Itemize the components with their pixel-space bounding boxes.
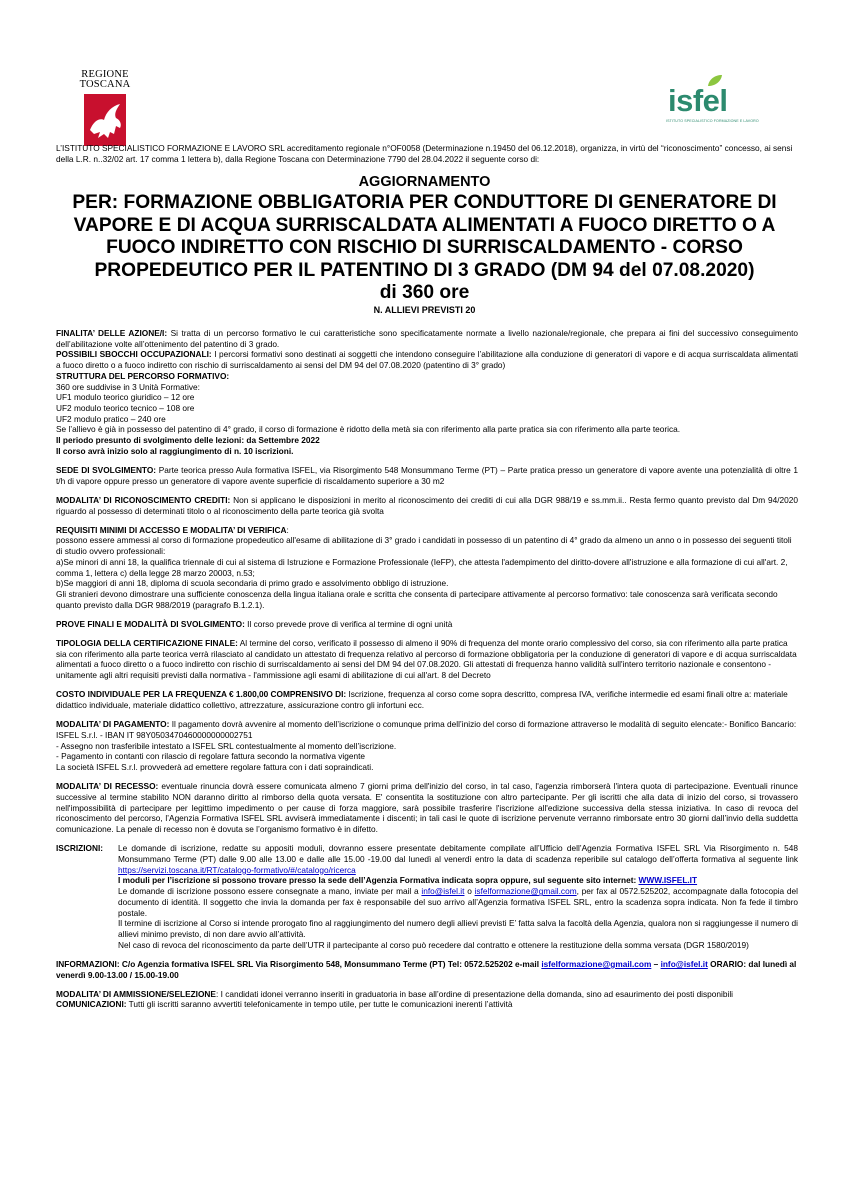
crediti-text: Non si applicano le disposizioni in merito al riconoscimento dei crediti di cui alla DGR 988/19 e ss.mm.ii.. Resta fermo quanto previsto dal Dm 94/2020 riguardo al possesso di determinati titolo o al riconoscimento della parte teorica già svolta	[56, 494, 798, 516]
heading-hours: di 360 ore	[379, 282, 470, 303]
struttura-line: UF2 modulo pratico – 240 ore	[56, 413, 166, 424]
requisiti-text4: Gli stranieri devono dimostrare una sufficiente conoscenza della lingua italiana orale e scritta che consenta di partecipare attivamente al percorso formativo: tale conoscenza sarà verificata secondo quanto previsto dalla DGR 988/2019 (paragrafo B.1.2.1).	[56, 588, 778, 610]
recesso-label: MODALITA’ DI RECESSO:	[56, 781, 159, 792]
requisiti-heading	[56, 525, 798, 536]
pagamento-line2: - Assegno non trasferibile intestato a ISFEL SRL contestualmente al momento dell’iscrizione.	[56, 740, 397, 751]
costo-section	[56, 689, 798, 710]
ammissione-label: MODALITA’ DI AMMISSIONE/SELEZIONE	[56, 988, 216, 999]
recesso-section	[56, 781, 798, 835]
gmail-email-link[interactable]: isfelformazione@gmail.com	[474, 886, 577, 897]
catalogo-link[interactable]: https://servizi.toscana.it/RT/catalogo-formativo/#/catalogo/ricerca	[118, 864, 356, 875]
course-details	[56, 328, 798, 1010]
ammissione-section	[56, 989, 798, 1000]
crediti-section	[56, 495, 798, 516]
ammissione-text: : I candidati idonei verranno inseriti in graduatoria in base all’ordine di presentazione della domanda, sino ad esaurimento dei posti disponibili	[215, 988, 734, 999]
finalita-text: Si tratta di un percorso formativo le cui caratteristiche sono specificatamente normate a livello nazionale/regionale, che prepara ai fini del successivo conseguimento dell’abilitazione volte all’ottenimento del patentino di 3 grado.	[56, 328, 798, 349]
iscrizioni-p3	[118, 886, 798, 918]
iscrizioni-label: ISCRIZIONI:	[56, 843, 104, 854]
iscrizioni-p1-text: Le domande di iscrizione, redatte su appositi moduli, dovranno essere presentate debitamente compilate all’Ufficio dell’Agenzia Formativa ISFEL SRL Via Risorgimento n. 548 Monsummano Terme (PT) dalle 9.00 alle 13.00 e dalle alle 15.00 -19.00 dal lunedì al venerdì entro la data di scadenza reperibile sul catalogo dell’offerta formativa al seguente link	[118, 843, 798, 865]
pagamento-line4: La società ISFEL S.r.l. provvederà ad emettere regolare fattura con i dati sopraindicati.	[56, 762, 374, 773]
iscrizioni-p1	[118, 843, 798, 875]
iscrizioni-p2	[118, 875, 798, 886]
requisiti-text1: possono essere ammessi al corso di formazione propedeutico all'esame di abilitazione di 3° grado i candidati in possesso di un patentino di 4° grado da almeno un anno o in possesso dei seguenti titoli di studio ovvero professionali:	[56, 535, 792, 557]
sbocchi-section	[56, 349, 798, 370]
sede-label: SEDE DI SVOLGIMENTO:	[56, 464, 157, 475]
prove-text: Il corso prevede prove di verifica al termine di ogni unità	[244, 618, 453, 629]
sbocchi-text: I percorsi formativi sono destinati ai soggetti che intendono conseguire l’abilitazione alla conduzione di generatori di vapore e di acqua surriscaldata alimentati a fuoco diretto o a fuoco indiretto con rischio di surriscaldamento ai sensi del DM 94 del 07.08.2020 (patentino di 3° grado)	[56, 349, 799, 371]
struttura-line: 360 ore suddivise in 3 Unità Formative:	[56, 381, 200, 392]
pagamento-section	[56, 719, 798, 740]
pagamento-label: MODALITA’ DI PAGAMENTO:	[56, 719, 170, 730]
requisiti-label: REQUISITI MINIMI DI ACCESSO E MODALITA’ DI VERIFICA	[56, 524, 287, 535]
struttura-note: Se l’allievo è già in possesso del patentino di 4° grado, il corso di formazione è ridotto della metà sia con riferimento alla parte pratica sia con riferimento alla parte teorica.	[56, 424, 681, 435]
regione-line1: REGIONE	[81, 69, 129, 80]
heading-kicker: AGGIORNAMENTO	[358, 174, 491, 190]
certificazione-label: TIPOLOGIA DELLA CERTIFICAZIONE FINALE:	[56, 638, 238, 649]
isfel-website-link[interactable]: WWW.ISFEL.IT	[638, 875, 698, 886]
iscrizioni-p2-text: I moduli per l’iscrizione si possono trovare presso la sede dell’Agenzia Formativa indicata sopra oppure, sul seguente sito internet:	[118, 875, 639, 886]
periodo-text: Il periodo presunto di svolgimento delle lezioni: da Settembre 2022	[56, 435, 320, 446]
struttura-label: STRUTTURA DEL PERCORSO FORMATIVO:	[56, 370, 230, 381]
costo-text: Iscrizione, frequenza al corso come sopra descritto, compresa IVA, verifiche intermedie ed esami finali oltre a: materiale didattico individuale, materiale didattico collettivo, attrezzature, assicurazione contro gli infortuni ecc.	[56, 689, 788, 711]
requisiti-colon: :	[286, 524, 289, 535]
certificazione-text: Al termine del corso, verificato il possesso di almeno il 90% di frequenza del monte orario complessivo del corso, sia con riferimento alla parte pratica sia con riferimento alla parte teorica verrà rilasciato al candidato un attestato di frequenza relativo al percorso di formazione obbligatoria per la conduzione di generatori di vapore e di acqua surriscaldata alimentati a fuoco diretto o a fuoco indiretto con rischio di surriscaldamento ai sensi del DM 94 del 07.08.2020. Gli attestati di frequenza hanno validità sull'intero territorio nazionale e consentono - unitamente agli altri requisiti previsti dalla normativa - l'ammissione agli esami di abilitazione di cui all'art. 8 del Decreto	[56, 638, 797, 681]
recesso-text: eventuale rinuncia dovrà essere comunicata almeno 7 giorni prima dell'inizio del corso, in tal caso, l'agenzia rimborserà l'intera quota di partecipazione. Eventuali rinunce successive al termine stabilito NON daranno diritto al rimborso della quota versata. E' consentita la sostituzione con altro partecipante. Per gli iscritti che alla data di inizio del corso, si trovassero nell'impossibilità di partecipare per legittimo impedimento o per cause di forza maggiore, sarà possibile trasferire l'iscrizione all'edizione successiva della stessa iniziativa. In caso di revoca del riconoscimento del percorso, l’Agenzia Formativa ISFEL SRL avviserà immediatamente i discenti; in tali casi le quote di iscrizione pervenute verranno rimborsate entro 30 giorni dall’invio della suddetta comunicazione. La penale di recesso non è dovuta se l’organismo formativo è in difetto.	[56, 781, 798, 835]
pagamento-line3: - Pagamento in contanti con rilascio di regolare fattura secondo la normativa vigente	[56, 751, 366, 762]
sbocchi-label: POSSIBILI SBOCCHI OCCUPAZIONALI:	[56, 349, 212, 360]
certificazione-section	[56, 638, 798, 681]
regione-line2: TOSCANA	[79, 79, 131, 90]
course-heading	[40, 173, 809, 316]
prove-label: PROVE FINALI E MODALITÀ DI SVOLGIMENTO:	[56, 618, 245, 629]
struttura-line: UF2 modulo teorico tecnico – 108 ore	[56, 402, 195, 413]
informazioni-gmail-link[interactable]: isfelformazione@gmail.com	[541, 958, 652, 969]
iscrizioni-p4: Il termine di iscrizione al Corso si intende prorogato fino al raggiungimento del numero degli allievi previsti E’ fatta salva la facoltà della Agenzia, qualora non si raggiungesse il numero di allievi minimo previsto, di non dare avvio all’attività.	[118, 918, 798, 939]
finalita-section	[56, 328, 798, 349]
informazioni-section	[56, 959, 798, 980]
iscrizioni-p3-or: o	[464, 886, 475, 897]
avvio-text: Il corso avrà inizio solo al raggiungimento di n. 10 iscrizioni.	[56, 445, 294, 456]
struttura-line: UF1 modulo teorico giuridico – 12 ore	[56, 392, 195, 403]
informazioni-dash: –	[651, 958, 661, 969]
comunicazioni-section	[56, 999, 798, 1010]
pagamento-text: Il pagamento dovrà avvenire al momento dell’iscrizione o comunque prima dell’inizio del corso di formazione attraverso le modalità di seguito elencate:- Bonifico Bancario: ISFEL S.r.l. - IBAN IT 98Y0503470460000000002751	[56, 719, 797, 740]
prove-section	[56, 619, 798, 630]
comunicazioni-label: COMUNICAZIONI:	[56, 999, 127, 1010]
informazioni-text: INFORMAZIONI: C/o Agenzia formativa ISFEL SRL Via Risorgimento 548, Monsummano Terme (PT) Tel: 0572.525202 e-mail	[56, 958, 542, 969]
intro-paragraph: L’ISTITUTO SPECIALISTICO FORMAZIONE E LAVORO SRL accreditamento regionale n°OF0058 (Determinazione n.19450 del 06.12.2018), organizza, in virtù del “riconoscimento” concesso, ai sensi della L.R. n..32/02 art. 17 comma 1 lettera b), dalla Regione Toscana con Determinazione 7790 del 28.04.2022 il seguente corso di:	[56, 143, 793, 164]
iscrizioni-p3-text: Le domande di iscrizione possono essere consegnate a mano, inviate per mail a	[118, 886, 422, 897]
iscrizioni-section	[56, 843, 798, 950]
requisiti-text2: a)Se minori di anni 18, la qualifica triennale di cui al sistema di Istruzione e Formazione Professionale (IeFP), che attesta l'adempimento del diritto-dovere all'istruzione e alla formazione di cui all'art. 2, comma 1, lettera c) della legge 28 marzo 20003, n.53;	[56, 556, 788, 578]
heading-title: PER: FORMAZIONE OBBLIGATORIA PER CONDUTTORE DI GENERATORE DI VAPORE E DI ACQUA SURRISCALDATA ALIMENTATI A FUOCO DIRETTO O A FUOCO INDIRETTO CON RISCHIO DI SURRISCALDAMENTO - CORSO PROPEDEUTICO PER IL PATENTINO DI 3 GRADO (DM 94 del 07.08.2020)	[72, 192, 777, 281]
isfel-tagline: ISTITUTO SPECIALISTICO FORMAZIONE E LAVORO	[666, 119, 759, 123]
sede-text: Parte teorica presso Aula formativa ISFEL, via Risorgimento 548 Monsummano Terme (PT) – Parte pratica presso un generatore di vapore avente una potenzialità di oltre 1 t/h di vapore oppure presso un generatore di vapore avente superficie di riscaldamento superiore a 30 m2	[56, 464, 799, 486]
finalita-label: FINALITA’ DELLE AZIONE/I:	[56, 328, 168, 338]
informazioni-orario: ORARIO: dal lunedì al venerdì 9.00-13.00 / 15.00-19.00	[56, 958, 797, 980]
heading-allievi: N. ALLIEVI PREVISTI 20	[373, 305, 476, 315]
info-email-link[interactable]: info@isfel.it	[421, 886, 465, 897]
requisiti-text3: b)Se maggiori di anni 18, diploma di scuola secondaria di primo grado e assolvimento obbligo di istruzione.	[56, 578, 449, 589]
iscrizioni-p5: Nel caso di revoca del riconoscimento da parte dell’UTR il partecipante al corso può recedere dal contratto e ottenere la restituzione della somma versata (DGR 1580/2019)	[118, 939, 749, 950]
informazioni-info-link[interactable]: info@isfel.it	[660, 958, 708, 969]
iscrizioni-p3-rest: , per fax al 0572.525202, accompagnate dalla fotocopia del documento di identità. Il soggetto che invia la domanda per fax è responsabile del suo arrivo all’Agenzia formativa ISFEL SRL, entro la scadenza sopra indicata. Non fa fede il timbro postale.	[118, 886, 798, 918]
isfel-logo	[662, 74, 759, 130]
comunicazioni-text: Tutti gli iscritti saranno avvertiti telefonicamente in tempo utile, per tutte le comunicazioni inerenti l’attività	[126, 999, 513, 1010]
sede-section	[56, 465, 798, 486]
isfel-wordmark: isfel	[668, 83, 728, 118]
costo-label: COSTO INDIVIDUALE PER LA FREQUENZA € 1.800,00 COMPRENSIVO DI:	[56, 689, 347, 700]
crediti-label: MODALITA’ DI RICONOSCIMENTO CREDITI:	[56, 494, 231, 505]
